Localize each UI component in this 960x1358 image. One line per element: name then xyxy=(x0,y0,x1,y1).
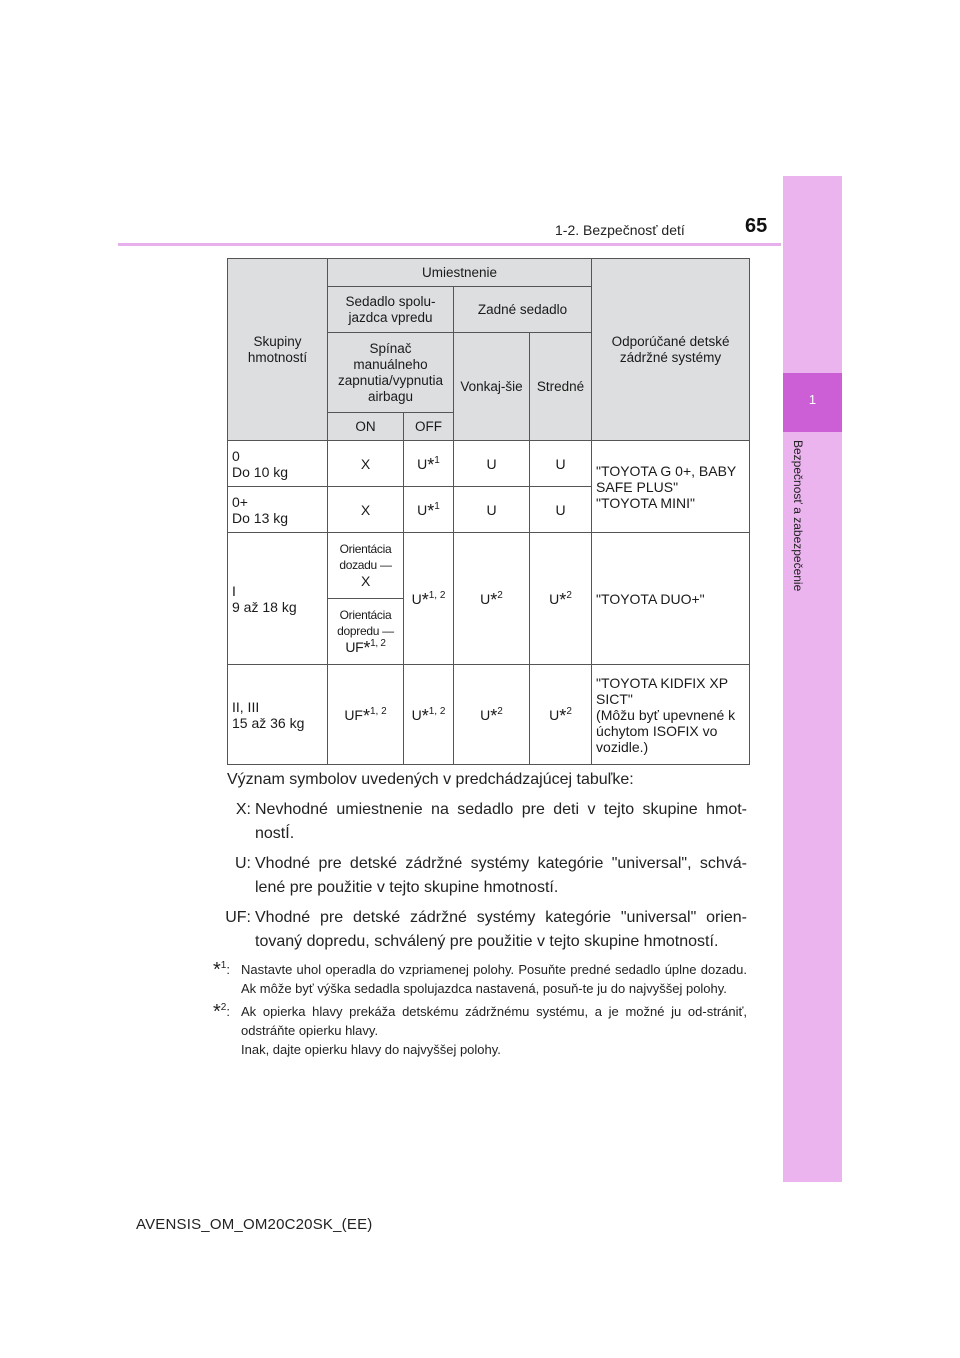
legend-item xyxy=(213,906,747,954)
weight-group-cell xyxy=(228,487,328,533)
footnote-star: * xyxy=(421,705,429,726)
recommended-systems-cell: "TOYOTA G 0+, BABY SAFE PLUS" "TOYOTA MINI" xyxy=(592,441,750,533)
footnote-ref: 1, 2 xyxy=(370,638,386,649)
weight-range: 9 až 18 kg xyxy=(232,598,297,615)
weight-range: Do 13 kg xyxy=(232,509,289,526)
page-number: 65 xyxy=(745,215,768,237)
footnote-ref: 2 xyxy=(497,705,503,717)
footnote-star: * xyxy=(363,638,371,658)
footnote-ref: 1, 2 xyxy=(428,705,446,717)
legend-item xyxy=(213,852,747,900)
center-seat-cell: U*$^2$ xyxy=(530,533,592,665)
header-center-seat: Stredné xyxy=(530,333,592,441)
airbag-on-forward-facing-cell: Orientácia dopredu — UF*$^{1, 2}$ xyxy=(328,599,404,665)
footnote-ref: 1, 2 xyxy=(428,589,446,601)
header-outer-seat: Vonkaj-šie xyxy=(454,333,530,441)
weight-group-cell xyxy=(228,533,328,665)
table-row xyxy=(228,665,750,765)
header-recommended-systems: Odporúčané detské zádržné systémy xyxy=(592,259,750,441)
weight-group: I xyxy=(232,582,236,599)
header-airbag-switch: Spínač manuálneho zapnutia/vypnutia airbagu xyxy=(328,333,454,413)
weight-group-cell xyxy=(228,441,328,487)
legend-text: Vhodné pre detské zádržné systémy kategórie "universal" orien-tovaný dopredu, schválený pre použitie v tejto skupine hmotností. xyxy=(255,909,747,950)
legend-text: Vhodné pre detské zádržné systémy kategórie "universal", schvá-lené pre použitie v tejto skupine hmotností. xyxy=(255,855,747,896)
header-location: Umiestnenie xyxy=(328,259,592,287)
table-row xyxy=(228,441,750,487)
chapter-number: 1 xyxy=(808,392,817,407)
recommended-systems-cell: "TOYOTA DUO+" xyxy=(592,533,750,665)
footnote-star: * xyxy=(427,454,435,475)
footnote-star: * xyxy=(490,705,498,726)
footnote-key: *$^1$: xyxy=(213,959,230,981)
legend-item xyxy=(213,798,747,846)
legend-key: UF: xyxy=(225,909,251,926)
center-seat-cell: U*$^2$ xyxy=(530,665,592,765)
symbol-legend xyxy=(213,768,747,1059)
center-seat-cell: U xyxy=(530,487,592,533)
weight-group: II, III xyxy=(232,698,260,715)
legend-text: Nevhodné umiestnenie na sedadlo pre deti v tejto skupine hmot-nostÍ. xyxy=(255,801,747,842)
footnote-star: * xyxy=(559,589,567,610)
header-rear-seat: Zadné sedadlo xyxy=(454,287,592,333)
document-code: AVENSIS_OM_OM20C20SK_(EE) xyxy=(136,1216,373,1233)
outer-seat-cell: U*$^2$ xyxy=(454,665,530,765)
footnote-star: * xyxy=(421,589,429,610)
footnote-ref: 2 xyxy=(566,705,572,717)
airbag-on-rear-facing-cell: Orientácia dozadu — X xyxy=(328,533,404,599)
airbag-on-cell: X xyxy=(328,441,404,487)
legend-key: X: xyxy=(235,801,251,818)
outer-seat-cell: U xyxy=(454,441,530,487)
footnote xyxy=(213,1002,747,1059)
airbag-off-cell: U*$^{1, 2}$ xyxy=(404,533,454,665)
footnote-star: * xyxy=(427,500,435,521)
table-row xyxy=(228,533,750,599)
footnote-star: * xyxy=(559,705,567,726)
airbag-off-cell: U*$^{1, 2}$ xyxy=(404,665,454,765)
header-weight-groups: Skupiny hmotností xyxy=(228,259,328,441)
outer-seat-cell: U*$^2$ xyxy=(454,533,530,665)
footnote-star: * xyxy=(362,705,370,726)
section-title: 1-2. Bezpečnosť detí xyxy=(555,222,685,238)
header-airbag-on: ON xyxy=(328,413,404,441)
airbag-off-cell: U*$^1$ xyxy=(404,487,454,533)
header-divider xyxy=(118,243,781,246)
footnote-key: *$^2$: xyxy=(213,1001,230,1023)
weight-group: 0+ xyxy=(232,493,248,510)
footnote xyxy=(213,960,747,998)
airbag-off-cell: U*$^1$ xyxy=(404,441,454,487)
airbag-on-cell: X xyxy=(328,487,404,533)
footnote-ref: 2 xyxy=(566,589,572,601)
center-seat-cell: U xyxy=(530,441,592,487)
weight-group-cell xyxy=(228,665,328,765)
footnote-ref: 1, 2 xyxy=(370,705,387,717)
footnote-text: Nastavte uhol operadla do vzpriamenej polohy. Posuňte predné sedadlo úplne dozadu. Ak môže byť výška sedadla spolujazdca nastavená, posuň-te ju do najvyššej polohy. xyxy=(241,962,747,996)
footnote-star: * xyxy=(490,589,498,610)
weight-group: 0 xyxy=(232,447,240,464)
chapter-side-tab xyxy=(783,176,842,1182)
header-airbag-off: OFF xyxy=(404,413,454,441)
weight-range: 15 až 36 kg xyxy=(232,714,305,731)
legend-key: U: xyxy=(235,855,251,872)
weight-range: Do 10 kg xyxy=(232,463,289,480)
airbag-on-cell: UF*$^{1, 2}$ xyxy=(328,665,404,765)
outer-seat-cell: U xyxy=(454,487,530,533)
legend-intro: Význam symbolov uvedených v predchádzajúcej tabuľke: xyxy=(227,771,634,788)
footnote-ref: 1 xyxy=(434,454,440,466)
header-front-passenger-seat: Sedadlo spolu-jazdca vpredu xyxy=(328,287,454,333)
footnote-text: Ak opierka hlavy prekáža detskému zádržnému systému, a je možné ju od-strániť, odstráňte opierku hlavy. Inak, dajte opierku hlavy do najvyššej polohy. xyxy=(241,1004,747,1057)
child-seat-suitability-table xyxy=(227,258,750,765)
recommended-systems-cell: "TOYOTA KIDFIX XP SICT" (Môžu byť upevnené k úchytom ISOFIX vo vozidle.) xyxy=(592,665,750,765)
chapter-label: Bezpečnosť a zabezpečenie xyxy=(791,440,805,592)
footnote-ref: 1 xyxy=(434,500,440,512)
footnote-ref: 2 xyxy=(497,589,503,601)
